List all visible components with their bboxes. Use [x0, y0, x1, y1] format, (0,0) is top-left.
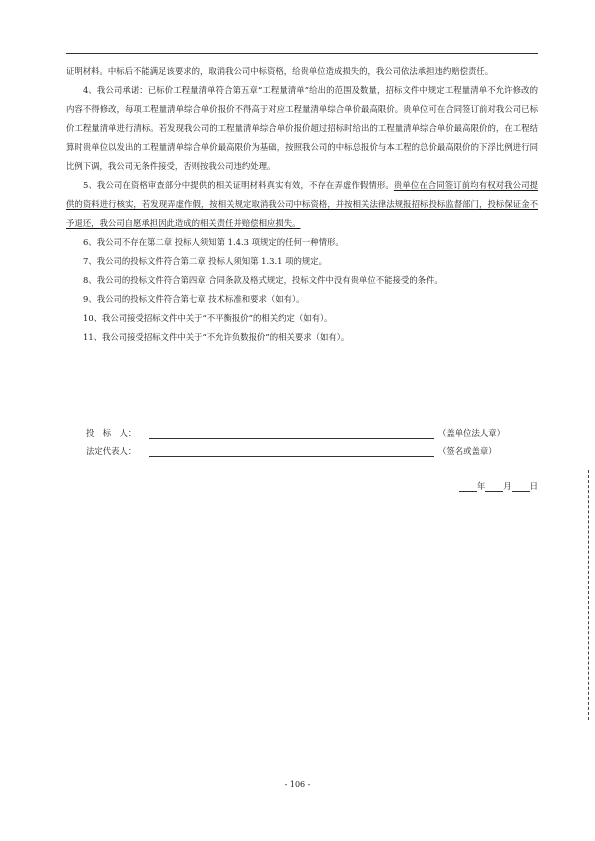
- date-line: [459, 480, 538, 492]
- representative-label: 法定代表人：: [86, 446, 137, 456]
- paragraph-10: 10、我公司接受招标文件中关于“不平衡报价”的相关约定（如有）。: [83, 313, 333, 323]
- day-blank[interactable]: [512, 482, 530, 492]
- header-rule: [66, 53, 538, 54]
- year-blank[interactable]: [459, 482, 477, 492]
- binding-dashed-line: [588, 470, 589, 720]
- day-label: 日: [529, 481, 538, 491]
- bidder-label: 投 标 人：: [86, 428, 137, 438]
- bidder-signature-line[interactable]: [149, 438, 434, 439]
- bidder-stamp-note: （盖单位法人章）: [438, 428, 505, 438]
- paragraph-11: 11、我公司接受招标文件中关于“不允许负数报价”的相关要求（如有）。: [83, 332, 350, 342]
- paragraph-8: 8、我公司的投标文件符合第四章 合同条款及格式规定，投标文件中没有贵单位不能接受的条件。: [83, 275, 443, 285]
- month-label: 月: [503, 481, 512, 491]
- page-number: - 106 -: [284, 780, 311, 789]
- representative-sign-note: （签名或盖章）: [438, 446, 497, 456]
- paragraph-9: 9、我公司的投标文件符合第七章 技术标准和要求（如有）。: [83, 294, 305, 304]
- paragraph-6: 6、我公司不存在第二章 投标人须知第 1.4.3 项规定的任何一种情形。: [83, 237, 344, 247]
- paragraph-5: [66, 176, 538, 233]
- paragraph-continuation: 证明材料。中标后不能满足该要求的，取消我公司中标资格，给贵单位造成损失的，我公司依法承担违约赔偿责任。: [66, 66, 494, 76]
- paragraph-5-underlined: 贵单位在合同签订前均有权对我公司提供的资料进行核实，若发现弄虚作假，按相关规定取消我公司中标资格，并按相关法律法规报招标投标监督部门，投标保证金不予退还，我公司自愿承担因此造成的相关责任并赔偿相应损失。: [66, 180, 538, 228]
- month-blank[interactable]: [485, 482, 503, 492]
- representative-signature-row: [86, 445, 538, 459]
- paragraph-7: 7、我公司的投标文件符合第二章 投标人须知第 1.3.1 项的规定。: [83, 256, 327, 266]
- document-body: [66, 62, 538, 347]
- year-label: 年: [476, 481, 486, 491]
- representative-signature-line[interactable]: [149, 456, 434, 457]
- paragraph-4: 4、我公司承诺：已标价工程量清单符合第五章“工程量清单”给出的范围及数量，招标文件中规定工程量清单不允许修改的内容不得修改，每项工程量清单综合单价报价不得高于对应工程量清单综合单价最高限价。贵单位可在合同签订前对我公司已标价工程量清单进行清标。若发现我公司的工程量清单综合单价报价超过招标时给出的工程量清单综合单价最高限价的，在工程结算时贵单位以发出的工程量清单综合单价最高限价为基础，按照我公司的中标总报价与本工程的总价最高限价的下浮比例进行同比例下调，我公司无条件接受，否则按我公司违约处理。: [66, 85, 538, 171]
- bidder-signature-row: [86, 427, 538, 441]
- paragraph-5-text: 5、我公司在资格审查部分中提供的相关证明材料真实有效，不存在弄虚作假情形。: [83, 180, 394, 190]
